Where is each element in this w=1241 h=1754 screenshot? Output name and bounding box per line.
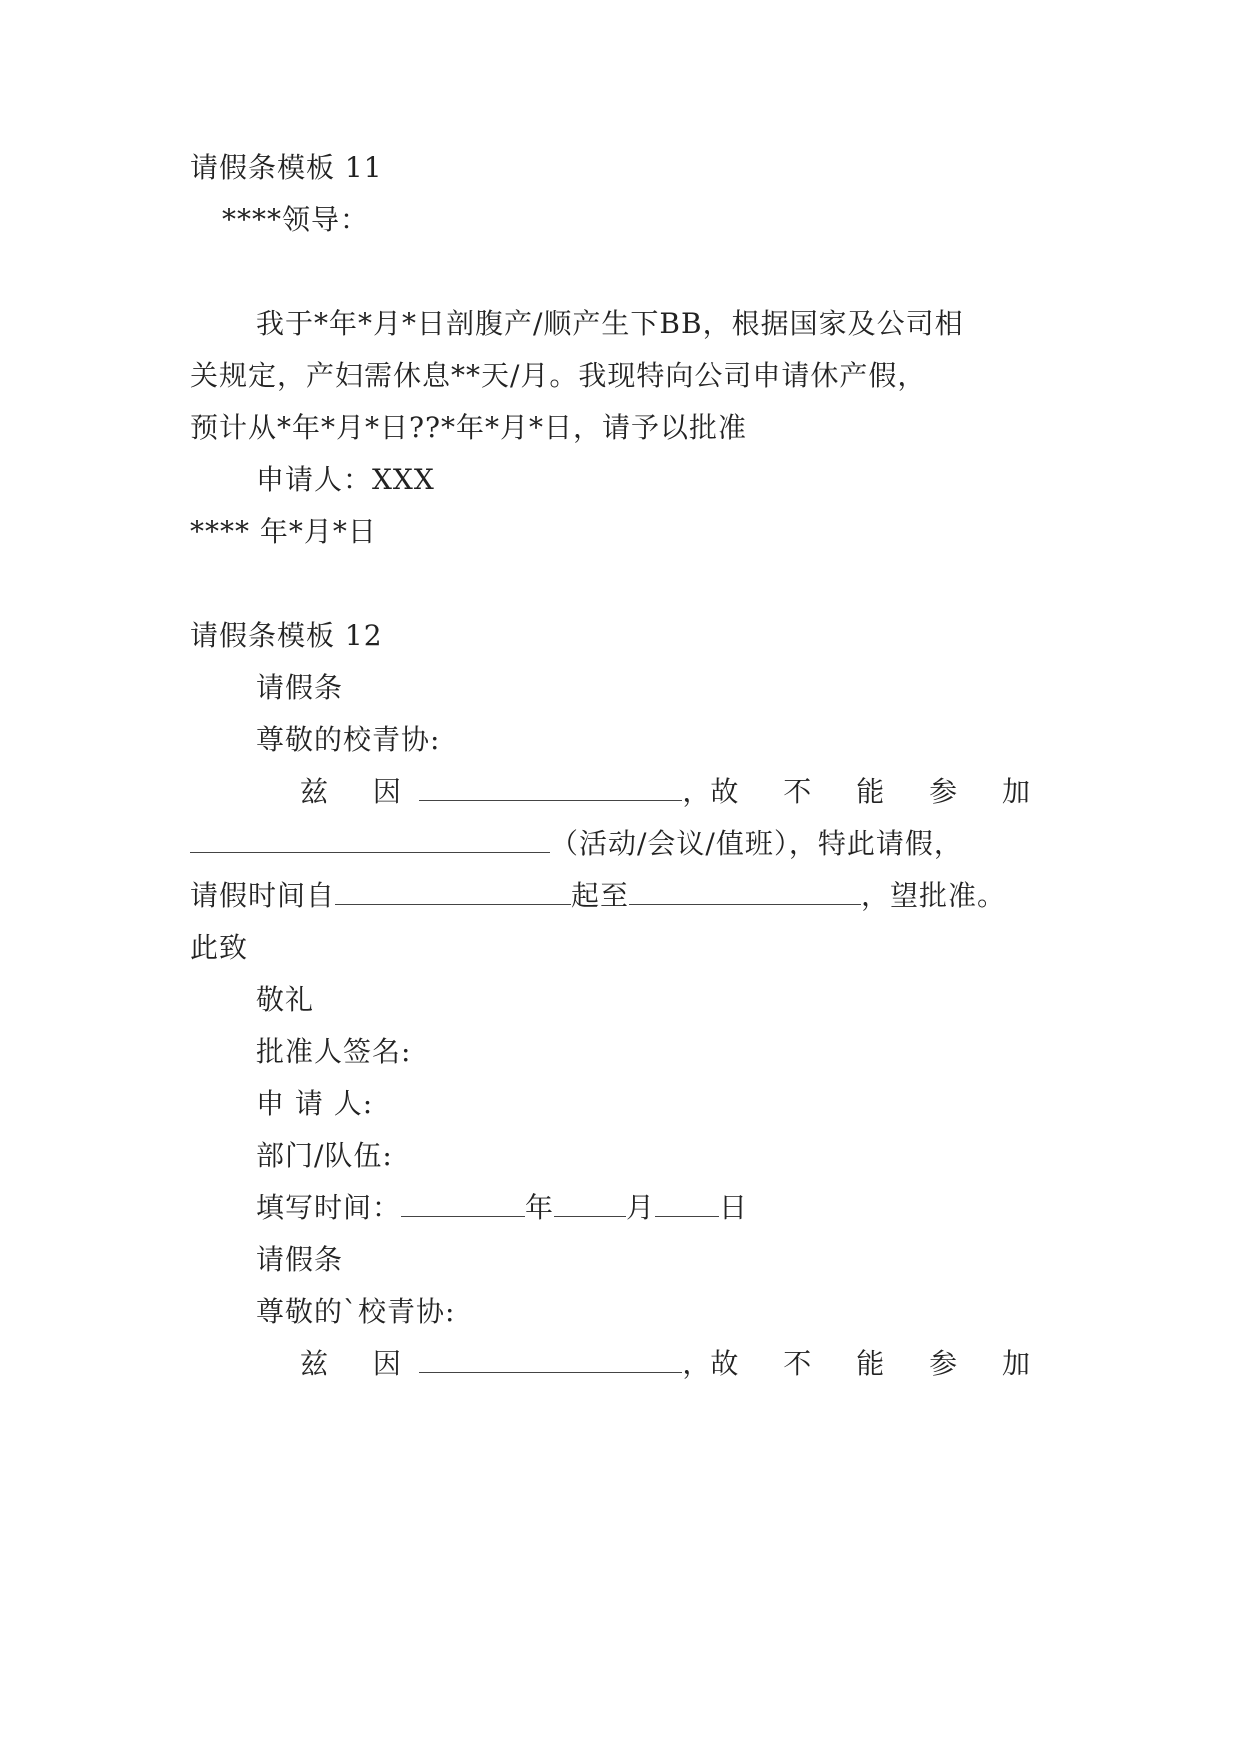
form2-reason-blank[interactable] <box>419 1350 682 1373</box>
template11-title: 请假条模板 11 <box>190 151 383 184</box>
form2-reason-comma: ， <box>682 1347 711 1380</box>
form1-year-label: 年 <box>525 1191 555 1224</box>
form2-reason-prefix: 兹 因 <box>300 1347 419 1380</box>
form1-reason-blank[interactable] <box>419 778 682 801</box>
form1-applicant: 申 请 人: <box>256 1087 374 1120</box>
form2-salutation: 尊敬的`校青协: <box>256 1295 456 1328</box>
form2-reason-suffix: 故 不 能 参 加 <box>710 1347 1048 1380</box>
form1-month-blank[interactable] <box>554 1194 626 1217</box>
template11-body-line2: 关规定，产妇需休息**天/月。我现特向公司申请休产假， <box>190 359 927 392</box>
form1-salutation: 尊敬的校青协: <box>256 723 441 756</box>
form1-activity-text: （活动/会议/值班），特此请假， <box>550 827 963 860</box>
form1-reason-prefix: 兹 因 <box>300 775 419 808</box>
form1-department: 部门/队伍: <box>256 1139 393 1172</box>
form1-year-blank[interactable] <box>401 1194 525 1217</box>
form1-closing2: 敬礼 <box>256 983 315 1016</box>
form1-activity-line <box>190 826 1060 862</box>
form1-activity-blank[interactable] <box>190 830 550 853</box>
form1-reason-comma: ， <box>682 775 711 808</box>
form1-day-label: 日 <box>719 1191 749 1224</box>
template11-applicant: 申请人：XXX <box>256 463 435 496</box>
form1-approver: 批准人签名: <box>256 1035 412 1068</box>
template11-date: **** 年*月*日 <box>190 515 377 548</box>
form1-fill-time-label: 填写时间： <box>256 1191 402 1224</box>
form1-time-to-blank[interactable] <box>629 882 861 905</box>
template11-salutation: ****领导： <box>222 203 370 236</box>
form1-time-from-label: 请假时间自 <box>190 879 336 912</box>
form2-reason-line <box>300 1346 1048 1382</box>
form1-time-line <box>190 878 1090 914</box>
form1-month-label: 月 <box>626 1191 656 1224</box>
template11-body-line1: 我于*年*月*日剖腹产/顺产生下BB，根据国家及公司相 <box>256 307 964 340</box>
form1-closing1: 此致 <box>190 931 249 964</box>
template12-title: 请假条模板 12 <box>190 619 383 652</box>
form1-reason-suffix: 故 不 能 参 加 <box>710 775 1048 808</box>
form1-day-blank[interactable] <box>655 1194 719 1217</box>
form1-time-from-blank[interactable] <box>335 882 571 905</box>
form1-time-approve: ，望批准。 <box>861 879 1007 912</box>
template11-body-line3: 预计从*年*月*日??*年*月*日，请予以批准 <box>190 411 748 444</box>
form1-fill-time <box>256 1190 1126 1226</box>
form2-heading: 请假条 <box>256 1243 344 1276</box>
form1-time-to-label: 起至 <box>571 879 630 912</box>
form1-reason-line <box>300 774 1048 810</box>
form1-heading: 请假条 <box>256 671 344 704</box>
